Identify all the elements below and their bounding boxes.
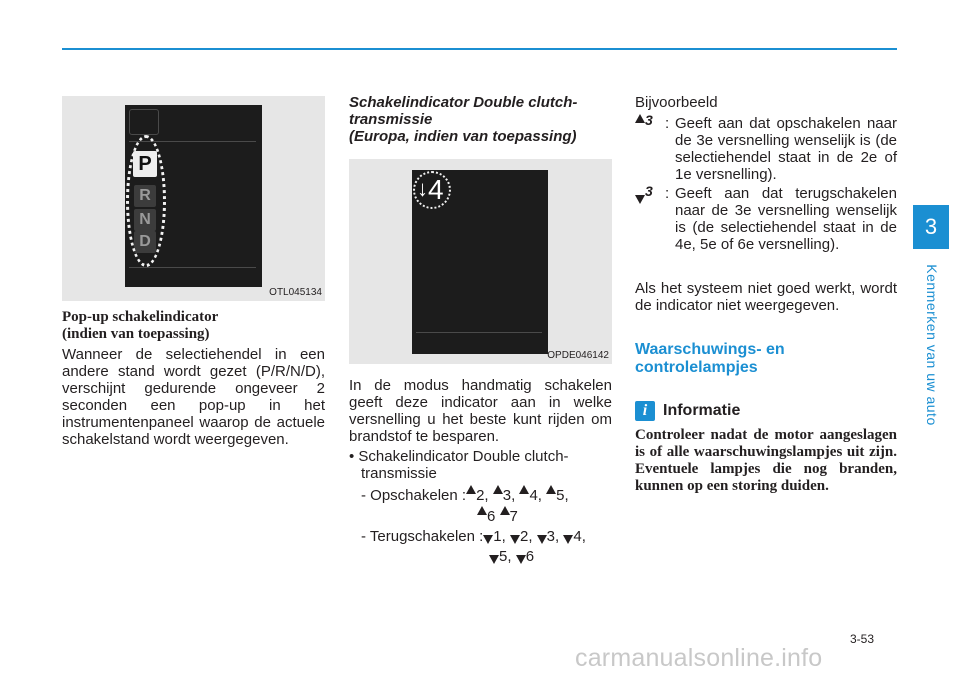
arrow-up-icon xyxy=(546,485,556,494)
chapter-tab xyxy=(913,205,949,249)
heading-line: transmissie xyxy=(349,111,433,128)
example-title: Bijvoorbeeld xyxy=(635,94,718,111)
arrow-up-icon xyxy=(477,506,487,515)
highlight-circle xyxy=(413,171,451,209)
arrow-down-icon xyxy=(483,535,493,544)
display-cell xyxy=(129,109,159,135)
upshift-list: - Opschakelen : 2, 3, 4, 5, 6 7 xyxy=(361,487,569,525)
heading-line: Waarschuwings- en xyxy=(635,341,785,358)
section-heading xyxy=(635,341,897,377)
divider xyxy=(416,332,542,333)
gear-n: N xyxy=(134,209,156,231)
gear-digit: 3 xyxy=(645,112,653,128)
arrow-up-icon xyxy=(635,114,645,123)
body-paragraph: In de modus handmatig schakelen geeft deze indicator aan in welke versnelling u het beste kunt rijden om brandstof te besparen. xyxy=(349,377,612,445)
gear-value: 2 xyxy=(519,528,529,545)
chapter-title: Kenmerken van uw auto xyxy=(924,264,940,426)
gear-value: 4 xyxy=(529,487,538,504)
gear-r: R xyxy=(134,185,156,207)
arrow-down-icon xyxy=(516,555,526,564)
bullet-text: transmissie xyxy=(361,465,437,482)
page-number: 3-53 xyxy=(850,632,875,646)
heading-line: Pop-up schakelindicator xyxy=(62,309,219,325)
info-body: Controleer nadat de motor aangeslagen is of alle waarschuwingslampjes uit zijn. Eventuele lampjes die nog branden, kunnen op een storing duiden. xyxy=(635,427,897,494)
cluster-screen xyxy=(412,170,548,354)
gear-digit: 3 xyxy=(645,183,653,199)
heading-line: Schakelindicator Double clutch- xyxy=(349,94,578,111)
upshift-label: - Opschakelen : xyxy=(361,487,467,504)
colon: : xyxy=(665,185,670,202)
heading-line: (Europa, indien van toepassing) xyxy=(349,128,577,145)
arrow-up-icon xyxy=(519,485,529,494)
downshift-list: - Terugschakelen : 1, 2, 3, 4, 5, 6 xyxy=(361,528,586,565)
gear-d: D xyxy=(134,231,156,253)
gear-value: 4 xyxy=(573,528,582,545)
down-arrow-icon: ↓ xyxy=(417,176,428,201)
gear-value: 7 xyxy=(509,508,518,525)
figure-caption: OPDE046142 xyxy=(547,350,609,361)
note-paragraph: Als het systeem niet goed werkt, wordt de indicator niet weergegeven. xyxy=(635,280,897,314)
gear-value: 5 xyxy=(556,487,565,504)
arrow-up-icon xyxy=(500,506,510,515)
arrow-up-icon xyxy=(466,485,476,494)
arrow-down-icon xyxy=(510,535,520,544)
chapter-side-label xyxy=(904,255,960,435)
bullet-text: • Schakelindicator Double clutch- xyxy=(349,448,569,465)
info-icon: i xyxy=(635,401,655,421)
gear-value: 3 xyxy=(546,528,556,545)
section-heading xyxy=(349,94,612,145)
chapter-number: 3 xyxy=(924,214,938,239)
shift-indicator-figure xyxy=(349,159,612,364)
info-title: Informatie xyxy=(663,402,741,419)
divider xyxy=(129,267,256,268)
figure-caption: OTL045134 xyxy=(269,287,322,298)
gear-value: 6 xyxy=(525,548,535,565)
gear-value: 3 xyxy=(502,487,512,504)
arrow-down-icon xyxy=(563,535,573,544)
example-up-text: Geeft aan dat opschakelen naar de 3e versnelling wenselijk is (de selectiehendel staat in de 2e of 1e versnelling). xyxy=(675,115,897,183)
gear-value: 1 xyxy=(493,528,502,545)
heading-line: controlelampjes xyxy=(635,359,758,376)
gear-p: P xyxy=(133,151,157,177)
section-heading xyxy=(62,309,325,343)
arrow-down-icon xyxy=(635,195,645,204)
watermark: carmanualsonline.info xyxy=(575,644,823,672)
arrow-down-icon xyxy=(537,535,547,544)
arrow-down-icon xyxy=(489,555,499,564)
example-down-text: Geeft aan dat terugschakelen naar de 3e versnelling wenselijk is (de selectiehendel staat in de 4e, 5e of 6e versnelling). xyxy=(675,185,897,253)
bullet-item xyxy=(349,448,612,482)
gear-value: 2 xyxy=(476,487,485,504)
popup-indicator-figure xyxy=(62,96,325,301)
gear-value: 6 xyxy=(487,508,496,525)
body-paragraph: Wanneer de selectiehendel in een andere stand wordt gezet (P/R/N/D), verschijnt gedurende ongeveer 2 seconden een pop-up in het instrumentenpaneel waarop de actuele schakelstand wordt weergegeven. xyxy=(62,346,325,448)
highlight-oval xyxy=(126,135,166,267)
arrow-up-icon xyxy=(493,485,503,494)
gear-value: 5 xyxy=(499,548,508,565)
cluster-screen xyxy=(125,105,262,287)
header-rule xyxy=(62,48,897,50)
gear-digit: 4 xyxy=(428,174,444,205)
heading-line: (indien van toepassing) xyxy=(62,326,210,342)
colon: : xyxy=(665,115,670,132)
downshift-label: - Terugschakelen : xyxy=(361,528,484,545)
